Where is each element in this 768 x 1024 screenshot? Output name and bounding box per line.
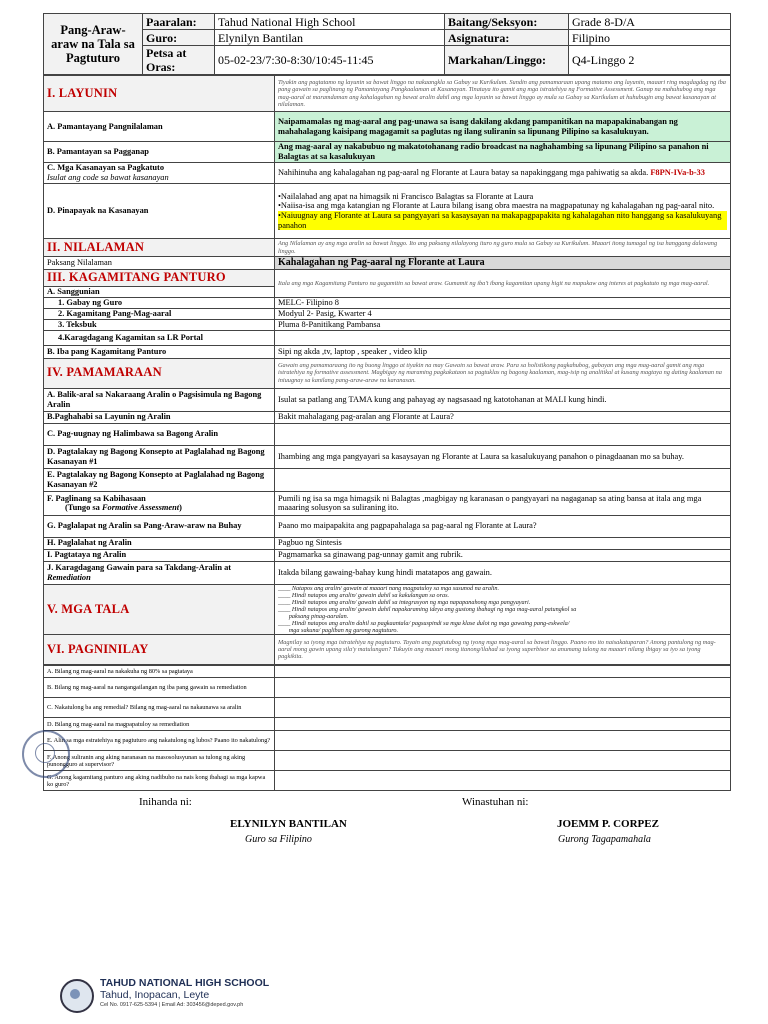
- lesson-log-document: [43, 13, 730, 791]
- pagninilay-answer[interactable]: [275, 678, 731, 698]
- pagninilay-question: E. Alin sa mga estratehiya ng pagtuturo ang nakatulong ng lubos? Paano ito nakatulong?: [44, 731, 275, 751]
- karagdagang-gawain-value: Itakda bilang gawaing-bahay kung hindi matatapos ang gawain.: [275, 561, 731, 584]
- pagninilay-answer[interactable]: [275, 666, 731, 678]
- tala-line: ____ Hindi natapos ang aralin dahil sa pagkaantala/ pagsuspindi sa mga klase dulot ng mga gawaing pang-eskwela/: [278, 620, 570, 628]
- pagtalakay-1-label: D. Pagtalakay ng Bagong Konsepto at Paglalahad ng Bagong Kasanayan #1: [44, 445, 275, 468]
- tala-line: ____ Hindi natapos ang aralin/ gawain dahil sa kakulangan sa oras.: [278, 591, 450, 599]
- paksa-value: Kahalagahan ng Pag-aaral ng Florante at Laura: [275, 257, 731, 270]
- school-footer: [60, 977, 320, 1013]
- pagninilay-answer[interactable]: [275, 698, 731, 718]
- balik-aral-value: Isulat sa patlang ang TAMA kung ang pahayag ay nagsasaad ng katotohanan at MALI kung hindi.: [275, 388, 731, 411]
- petsa-value: 05-02-23/7:30-8:30/10:45-11:45: [215, 46, 445, 75]
- pinapayak-label: D. Pinapayak na Kasanayan: [44, 184, 275, 239]
- pagninilay-answer[interactable]: [275, 718, 731, 731]
- petsa-label: Petsa at Oras:: [143, 46, 215, 75]
- paaralan-value: Tahud National High School: [215, 14, 445, 30]
- kasanayan-code: F8PN-IVa-b-33: [650, 168, 705, 178]
- asignatura-label: Asignatura:: [445, 30, 569, 46]
- school-logo-icon: [60, 979, 94, 1013]
- pagninilay-answer[interactable]: [275, 731, 731, 751]
- karagdagang-gawain-label-cell: [44, 561, 275, 584]
- kasanayan-value: Nahihinuha ang kahalagahan ng pag-aaral ng Florante at Laura batay sa napakinggang mga pahiwatig sa akda.: [278, 168, 649, 178]
- footer-contact: Cel No. 0917-625-5394 | Email Ad: 303456@deped.gov.ph: [100, 1002, 244, 1008]
- pinapayak-value-cell: [275, 184, 731, 239]
- paaralan-label: Paaralan:: [143, 14, 215, 30]
- kagamitang-mag-aaral-value: Modyul 2- Pasig, Kwarter 4: [275, 308, 731, 319]
- paglinang-sublabel-c: ): [179, 503, 182, 513]
- section-layunin-heading: I. LAYUNIN: [44, 76, 275, 112]
- section-pamamaraan-heading: IV. PAMAMARAAN: [44, 358, 275, 388]
- section-kagamitan-desc: Itala ang mga Kagamitang Panturo na gagamitin sa bawat araw. Gumamit ng iba't ibang kagamitan upang higit na mapukaw ang interes at pagkatuto ng mga mag-aaral.: [275, 270, 731, 298]
- section-layunin-desc: Tiyakin ang pagtatamo ng layunin sa bawat linggo na nakaangkla sa Gabay sa Kurikulum. Sundin ang pamamaraan upang matamo ang layunin, maaari ring magdagdag ng iba pang gawain sa paglinang ng Pamantayang Pangkaalaman at Kasanayan. Tinataya ito gamit ang mga istratehiya ng Formative Assessment. Ganap na mahuhubog ang mga mag-aaral at maramdaman ang kahalagahan ng bawat aralin dahil ang mga layunin sa bawat linggo ay mula sa Gabay sa Kurikulum at huhubugin ang bawat kasanayan at nilalaman.: [275, 76, 731, 112]
- balik-aral-label: A. Balik-aral sa Nakaraang Aralin o Pagsisimula ng Bagong Aralin: [44, 388, 275, 411]
- section-pamamaraan-desc: Gawain ang pamamaraang ito ng buong linggo at tiyakin na may Gawain sa bawat araw. Para sa holistikong pagkahubog, gabayan ang mga mag-aaral gamit ang mga istratehiya ng formative assessment. Magbigay ng maraming pagkakataon sa pagtuklas ng bagong kaalaman, mag-isip ng analitikal at kusang magtaya ng dating kaalaman na iniuugnay sa kanilang pang-araw-araw na karanasan.: [275, 358, 731, 388]
- baitang-value: Grade 8-D/A: [569, 14, 731, 30]
- section-pagninilay-heading: VI. PAGNINILAY: [44, 635, 275, 665]
- prepared-by-role: Guro sa Filipino: [245, 834, 312, 845]
- tala-line: paksang pinag-aaralan.: [278, 612, 349, 620]
- approved-by-role: Gurong Tagapamahala: [558, 834, 651, 845]
- teksbuk-label: 3. Teksbuk: [44, 319, 275, 330]
- pagninilay-question: A. Bilang ng mag-aaral na nakakuha ng 80% sa pagtataya: [44, 666, 275, 678]
- baitang-label: Baitang/Seksyon:: [445, 14, 569, 30]
- iba-pang-kagamitan-label: B. Iba pang Kagamitang Panturo: [44, 345, 275, 358]
- markahan-value: Q4-Linggo 2: [569, 46, 731, 75]
- gabay-guro-label: 1. Gabay ng Guro: [44, 297, 275, 308]
- paglalapat-label: G. Paglalapat ng Aralin sa Pang-Araw-araw na Buhay: [44, 515, 275, 537]
- guro-label: Guro:: [143, 30, 215, 46]
- paghahabi-label: B.Paghahabi sa Layunin ng Aralin: [44, 411, 275, 423]
- section-pagninilay-desc: Magnilay sa iyong mga istratehiya ng pagtuturo. Tayain ang pagtutubog ng iyong mga mag-aaral sa bawat linggo. Paano mo ito naisakatuparan? Anong pantulong ng mag-aaral mong gawin upang sila'y matulungan? Tukuyin ang maaari mong itanong/ilahad sa iyong superbisor sa anumang tulong na maaari nilang ibigay sa iyo sa iyong pagkikita.: [275, 635, 731, 665]
- paglinang-sublabel: [47, 503, 271, 513]
- paglalahat-label: H. Paglalahat ng Aralin: [44, 537, 275, 549]
- markahan-label: Markahan/Linggo:: [445, 46, 569, 75]
- kasanayan-sublabel: Isulat ang code sa bawat kasanayan: [47, 173, 169, 182]
- iba-pang-kagamitan-value: Sipi ng akda ,tv, laptop , speaker , video klip: [275, 345, 731, 358]
- prepared-by-name: ELYNILYN BANTILAN: [230, 818, 347, 830]
- pagninilay-table: [43, 665, 731, 791]
- tala-line: ____ Natapos ang aralin/ gawain at maaari nang magpatuloy sa mga susunod na aralin.: [278, 584, 500, 592]
- prepared-by-name-block: [230, 818, 347, 830]
- tala-line: mga sakuna/ pagliban ng gurong nagtuturo.: [278, 627, 399, 635]
- pamantayang-pangnilalaman-value: Naipamamalas ng mag-aaral ang pag-unawa sa isang dakilang akdang pampanitikan na mapapakinabangan ng mahahalagang kaisipang magagamit sa paglutas ng ilang suliranin sa lipunang Pilipino sa kasalukuyan.: [275, 112, 731, 142]
- paglinang-label-cell: [44, 491, 275, 515]
- header-table: [43, 13, 731, 75]
- section-kagamitan-heading: III. KAGAMITANG PANTURO: [44, 270, 275, 287]
- prepared-by-label: Inihanda ni:: [139, 796, 192, 808]
- kasanayan-value-cell: [275, 163, 731, 184]
- sanggunian-label: A. Sanggunian: [44, 287, 275, 298]
- paksa-label: Paksang Nilalaman: [44, 257, 275, 270]
- pagtataya-value: Pagmamarka sa ginawang pag-unnay gamit ang rubrik.: [275, 549, 731, 561]
- section-tala-heading: V. MGA TALA: [44, 584, 275, 635]
- pagninilay-question: D. Bilang ng mag-aaral na magpapatuloy sa remediation: [44, 718, 275, 731]
- pagtataya-label: I. Pagtataya ng Aralin: [44, 549, 275, 561]
- pagninilay-question: G. Anong kagamitang panturo ang aking nadibuho na nais kong ibahagi sa mga kapwa ko guro?: [44, 771, 275, 791]
- tala-line: ____ Hindi natapos ang aralin/ gawain dahil napakaraming ideya ang gustong ibahagi ng mga mag-aaral patungkol sa: [278, 605, 577, 613]
- pagninilay-answer[interactable]: [275, 771, 731, 791]
- tala-line: ____ Hindi natapos ang aralin/ gawain dahil sa integrasyon ng mga napapanahong mga pangyayari.: [278, 598, 531, 606]
- approved-by-label: Winastuhan ni:: [462, 796, 529, 808]
- approved-by-name-block: [557, 818, 659, 830]
- lr-portal-value: [275, 330, 731, 345]
- pagninilay-question: C. Nakatulong ba ang remedial? Bilang ng mag-aaral na nakaunawa sa aralin: [44, 698, 275, 718]
- paglalapat-value: Paano mo maipapakita ang pagpapahalaga sa pag-aaral ng Florante at Laura?: [275, 515, 731, 537]
- pagninilay-answer[interactable]: [275, 751, 731, 771]
- pinapayak-item-2: •Naiisa-isa ang mga katangian ng Florante at Laura bilang isang obra maestra na magpapatunay ng kahalagahan ng pag-aaral nito.: [278, 201, 715, 211]
- karagdagang-gawain-label: J. Karagdagang Gawain para sa Takdang-Aralin at: [47, 563, 232, 572]
- pag-uugnay-label: C. Pag-uugnay ng Halimbawa sa Bagong Aralin: [44, 423, 275, 445]
- pamantayang-pangnilalaman-label: A. Pamantayang Pangnilalaman: [44, 112, 275, 142]
- gabay-guro-value: MELC- Filipino 8: [275, 297, 731, 308]
- karagdagang-gawain-label-italic: Remediation: [47, 572, 91, 582]
- section-nilalaman-heading: II. NILALAMAN: [44, 239, 275, 257]
- paglinang-value: Pumili ng isa sa mga himagsik ni Balagtas ,magbigay ng karanasan o pangyayari na nagaganap sa ating bansa at itala ang mga maaaring solusyon sa suliraning ito.: [275, 491, 731, 515]
- pinapayak-item-3: •Naiuugnay ang Florante at Laura sa pangyayari sa kasaysayan na makapagpapakita ng kahalagahan nito hanggang sa kasalukuyang panahon: [278, 211, 727, 230]
- kasanayan-label: C. Mga Kasanayan sa Pagkatuto: [47, 163, 165, 173]
- pagtalakay-1-value: Ihambing ang mga pangyayari sa kasaysayan ng Florante at Laura sa kasalukuyang panahon o pinagdaanan mo sa buhay.: [275, 445, 731, 468]
- guro-value: Elynilyn Bantilan: [215, 30, 445, 46]
- pagtalakay-2-value: [275, 468, 731, 491]
- paglalahat-value: Pagbuo ng Sintesis: [275, 537, 731, 549]
- lr-portal-label: 4.Karagdagang Kagamitan sa LR Portal: [44, 330, 275, 345]
- school-seal-stamp: [22, 730, 70, 778]
- footer-address: Tahud, Inopacan, Leyte: [100, 989, 210, 1001]
- paglinang-sublabel-a: (Tungo sa: [65, 503, 102, 513]
- pagninilay-question: F. Anong suliranin ang aking naranasan na masosolusyunan sa tulong ng aking punongguro at supervisor?: [44, 751, 275, 771]
- kasanayan-label-cell: [44, 163, 275, 184]
- paglinang-sublabel-b: Formative Assessment: [101, 503, 180, 513]
- pinapayak-item-1: •Nailalahad ang apat na himagsik ni Francisco Balagtas sa Florante at Laura: [278, 191, 534, 201]
- pagtalakay-2-label: E. Pagtalakay ng Bagong Konsepto at Paglalahad ng Bagong Kasanayan #2: [44, 468, 275, 491]
- pamantayan-pagganap-value: Ang mag-aaral ay nakabubuo ng makatotohanang radio broadcast na naghahambing sa lipunang Pilipino sa panahon ni Balagtas at sa kasalukuyan: [275, 142, 731, 163]
- pamantayan-pagganap-label: B. Pamantayan sa Pagganap: [44, 142, 275, 163]
- section-nilalaman-desc: Ang Nilalaman ay ang mga aralin sa bawat linggo. Ito ang paksang nilalayong ituro ng guro mula sa Gabay sa Kurikulum. Maaari itong tumagal ng isa hanggang dalawang linggo.: [275, 239, 731, 257]
- footer-school-name: TAHUD NATIONAL HIGH SCHOOL: [100, 977, 270, 989]
- asignatura-value: Filipino: [569, 30, 731, 46]
- main-table: [43, 75, 731, 665]
- kagamitang-mag-aaral-label: 2. Kagamitang Pang-Mag-aaral: [44, 308, 275, 319]
- approved-by-name: JOEMM P. CORPEZ: [557, 818, 659, 830]
- paghahabi-value: Bakit mahalagang pag-aralan ang Florante at Laura?: [275, 411, 731, 423]
- pagninilay-question: B. Bilang ng mag-aaral na nangangailangan ng iba pang gawain sa remediation: [44, 678, 275, 698]
- teksbuk-value: Pluma 8-Panitikang Pambansa: [275, 319, 731, 330]
- document-title: Pang-Araw-araw na Tala sa Pagtuturo: [44, 14, 143, 75]
- pag-uugnay-value: [275, 423, 731, 445]
- tala-lines: [275, 584, 731, 635]
- paglinang-label: F. Paglinang sa Kabihasaan: [47, 493, 146, 503]
